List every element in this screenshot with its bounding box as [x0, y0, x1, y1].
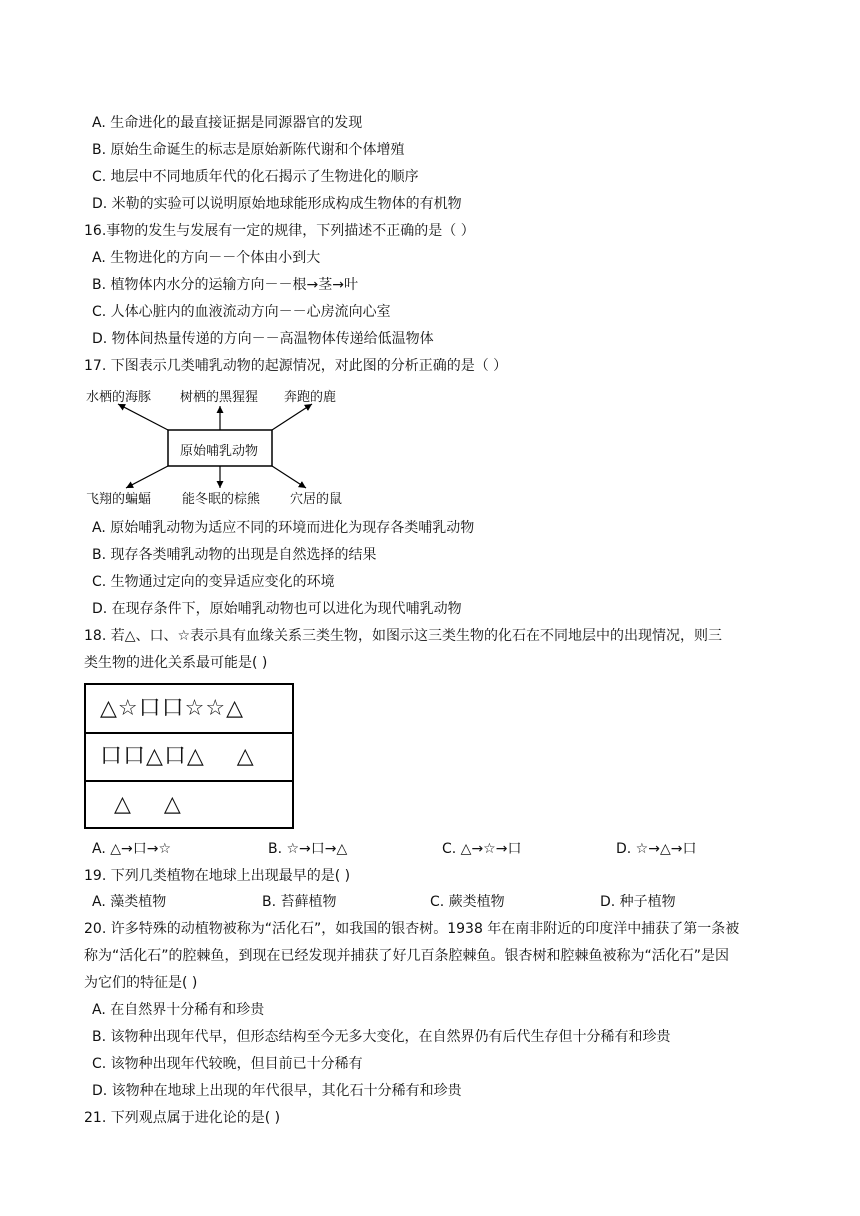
q18-strata-table — [84, 683, 294, 829]
q20-stem-line-1: 20. 许多特殊的动植物被称为“活化石”，如我国的银杏树。1938 年在南非附近的印度洋中捕获了第一条被 — [84, 921, 740, 937]
q20-option-a: A. 在自然界十分稀有和珍贵 — [92, 1002, 265, 1018]
q18-option-b: B. ☆→口→△ — [268, 841, 348, 857]
q17-top-label-3: 奔跑的鹿 — [284, 390, 337, 405]
q17-top-label-1: 水栖的海豚 — [86, 390, 152, 405]
q16-stem: 16.事物的发生与发展有一定的规律，下列描述不正确的是（ ） — [84, 223, 475, 239]
q15-option-a: A. 生命进化的最直接证据是同源器官的发现 — [92, 115, 363, 131]
q19-option-b: B. 苔藓植物 — [262, 894, 337, 910]
q18-stem-line-2: 类生物的进化关系最可能是( ) — [84, 655, 268, 671]
q18-option-a: A. △→口→☆ — [92, 841, 172, 857]
q19-stem: 19. 下列几类植物在地球上出现最早的是( ) — [84, 868, 351, 884]
q18-layer-1: △☆口口☆☆△ — [100, 696, 245, 721]
q18-layer-2: 口口△口△ △ — [100, 744, 255, 769]
q18-option-d: D. ☆→△→口 — [616, 841, 697, 857]
q18-layer-3: △ △ — [114, 792, 182, 817]
q16-option-d: D. 物体间热量传递的方向－－高温物体传递给低温物体 — [92, 331, 434, 347]
q17-center-label: 原始哺乳动物 — [180, 444, 259, 459]
q17-option-c: C. 生物通过定向的变异适应变化的环境 — [92, 574, 335, 590]
q19-option-a: A. 藻类植物 — [92, 894, 167, 910]
q19-option-c: C. 蕨类植物 — [430, 894, 505, 910]
q17-option-d: D. 在现存条件下，原始哺乳动物也可以进化为现代哺乳动物 — [92, 601, 462, 617]
q18-stem-line-1: 18. 若△、口、☆表示具有血缘关系三类生物，如图示这三类生物的化石在不同地层中的出现情况，则三 — [84, 628, 723, 644]
q20-stem-line-3: 为它们的特征是( ) — [84, 975, 198, 991]
q16-option-a: A. 生物进化的方向－－个体由小到大 — [92, 250, 321, 266]
q17-bottom-label-1: 飞翔的蝙蝠 — [86, 492, 152, 507]
q17-diagram — [84, 384, 344, 506]
q15-option-b: B. 原始生命诞生的标志是原始新陈代谢和个体增殖 — [92, 142, 405, 158]
q17-option-a: A. 原始哺乳动物为适应不同的环境而进化为现存各类哺乳动物 — [92, 520, 475, 536]
q20-option-d: D. 该物种在地球上出现的年代很早，其化石十分稀有和珍贵 — [92, 1083, 462, 1099]
q17-option-b: B. 现存各类哺乳动物的出现是自然选择的结果 — [92, 547, 377, 563]
q20-stem-line-2: 称为“活化石”的腔棘鱼，到现在已经发现并捕获了好几百条腔棘鱼。银杏树和腔棘鱼被称为“活化石”是因 — [84, 948, 730, 964]
q15-option-c: C. 地层中不同地质年代的化石揭示了生物进化的顺序 — [92, 169, 419, 185]
q16-option-c: C. 人体心脏内的血液流动方向－－心房流向心室 — [92, 304, 391, 320]
q16-option-b: B. 植物体内水分的运输方向－－根→茎→叶 — [92, 277, 358, 293]
q17-stem: 17. 下图表示几类哺乳动物的起源情况，对此图的分析正确的是（ ） — [84, 358, 508, 374]
q17-bottom-label-3: 穴居的鼠 — [290, 492, 343, 507]
q17-bottom-label-2: 能冬眠的棕熊 — [182, 492, 261, 507]
q20-option-b: B. 该物种出现年代早，但形态结构至今无多大变化，在自然界仍有后代生存但十分稀有和珍贵 — [92, 1029, 671, 1045]
q19-option-d: D. 种子植物 — [600, 894, 676, 910]
q18-option-c: C. △→☆→口 — [442, 841, 522, 857]
q17-top-label-2: 树栖的黑猩猩 — [180, 390, 259, 405]
q15-option-d: D. 米勒的实验可以说明原始地球能形成构成生物体的有机物 — [92, 196, 462, 212]
q21-stem: 21. 下列观点属于进化论的是( ) — [84, 1110, 281, 1126]
q20-option-c: C. 该物种出现年代较晚，但目前已十分稀有 — [92, 1056, 363, 1072]
